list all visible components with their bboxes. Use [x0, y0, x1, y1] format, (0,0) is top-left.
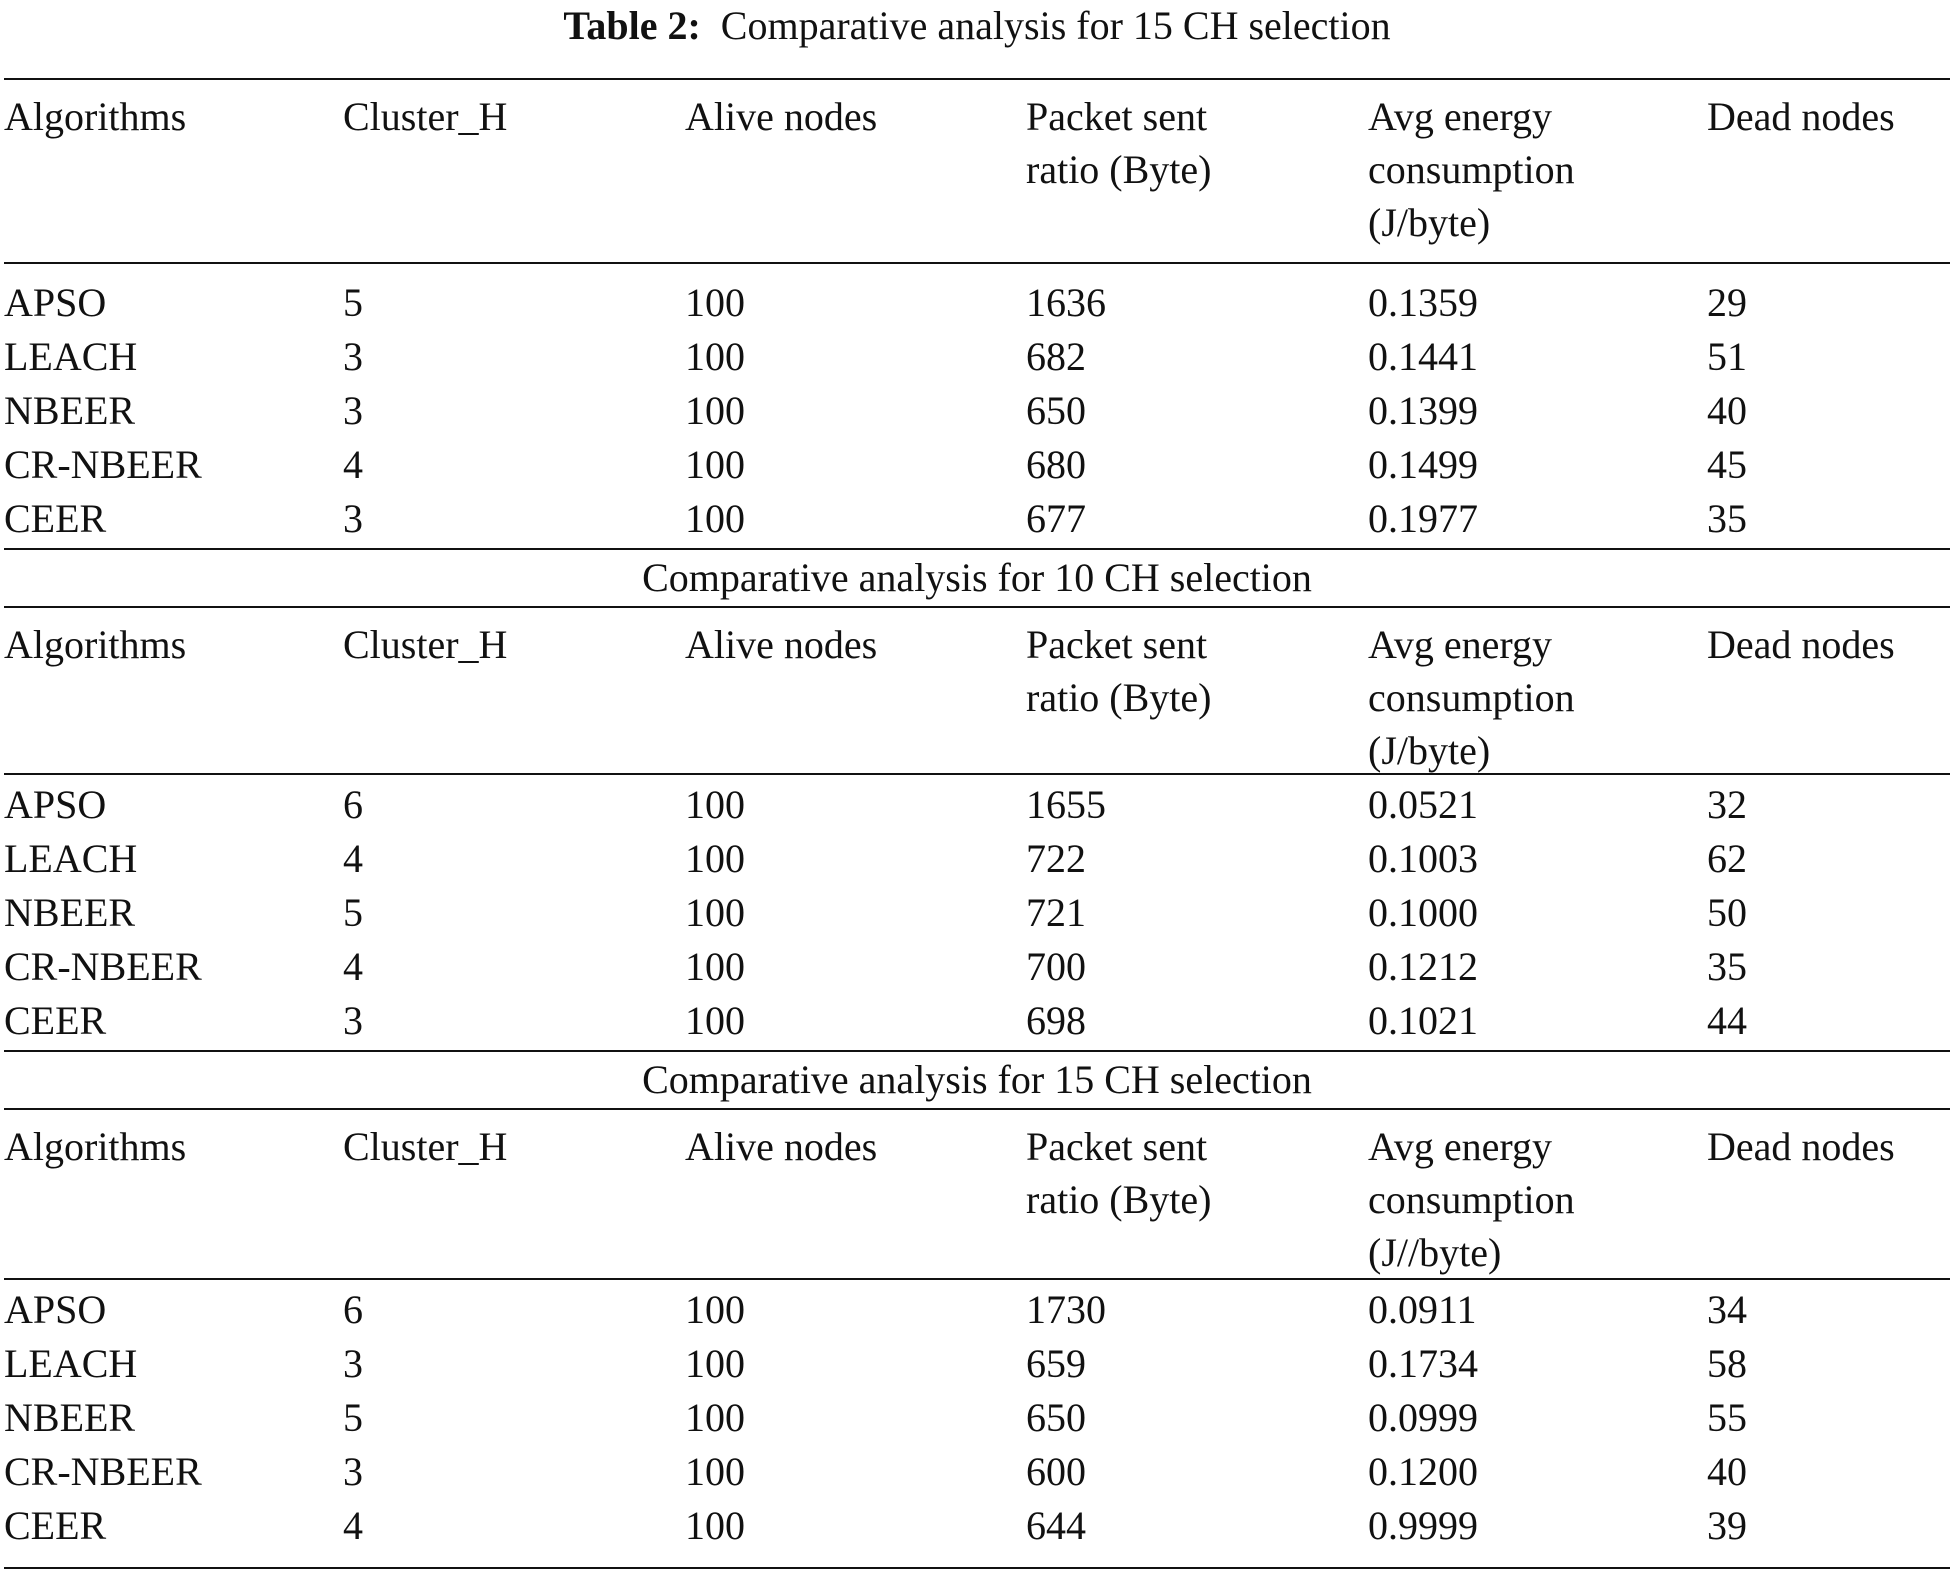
- table-cell-packet-sent-ratio: 650: [1026, 1395, 1086, 1440]
- table-cell-dead-nodes: 50: [1707, 890, 1747, 935]
- section-title-15ch-b: Comparative analysis for 15 CH selection: [642, 1057, 1312, 1102]
- table-cell-packet-sent-ratio: 700: [1026, 944, 1086, 989]
- table-cell-cluster-h: 4: [343, 1503, 363, 1548]
- table-cell-avg-energy-consumption: 0.0911: [1368, 1287, 1477, 1332]
- column-header-cluster-h: Cluster_H: [343, 1124, 508, 1169]
- table-row: [4, 276, 1950, 330]
- table-cell-cluster-h: 5: [343, 280, 363, 325]
- table-cell-packet-sent-ratio: 722: [1026, 836, 1086, 881]
- table-cell-dead-nodes: 45: [1707, 442, 1747, 487]
- table-cell-cluster-h: 5: [343, 890, 363, 935]
- column-header-packet-sent-ratio: Packet sent ratio (Byte): [1026, 1124, 1212, 1222]
- table-row: [4, 1499, 1950, 1553]
- column-header-dead-nodes: Dead nodes: [1707, 94, 1895, 139]
- table-cell-alive-nodes: 100: [685, 890, 745, 935]
- table-cell-avg-energy-consumption: 0.1000: [1368, 890, 1478, 935]
- table-cell-dead-nodes: 35: [1707, 496, 1747, 541]
- table-cell-alive-nodes: 100: [685, 1449, 745, 1494]
- table-row: [4, 994, 1950, 1048]
- table-cell-algorithms: LEACH: [4, 334, 138, 379]
- table-cell-dead-nodes: 55: [1707, 1395, 1747, 1440]
- table-row: [4, 330, 1950, 384]
- table-cell-alive-nodes: 100: [685, 388, 745, 433]
- bottom-rule: [4, 1567, 1950, 1569]
- table-row: [4, 886, 1950, 940]
- table-cell-dead-nodes: 29: [1707, 280, 1747, 325]
- column-header-algorithms: Algorithms: [4, 1124, 187, 1169]
- comparison-table: [4, 78, 1950, 1569]
- table-cell-avg-energy-consumption: 0.1441: [1368, 334, 1478, 379]
- header-row-10ch: [4, 608, 1950, 773]
- section-title-10ch: Comparative analysis for 10 CH selection: [642, 555, 1312, 600]
- table-cell-alive-nodes: 100: [685, 334, 745, 379]
- table-cell-packet-sent-ratio: 1655: [1026, 782, 1106, 827]
- table-cell-cluster-h: 5: [343, 1395, 363, 1440]
- table-row: [4, 492, 1950, 546]
- table-cell-algorithms: CEER: [4, 998, 107, 1043]
- table-cell-packet-sent-ratio: 698: [1026, 998, 1086, 1043]
- column-header-avg-energy-consumption: Avg energy consumption (J/byte): [1368, 94, 1575, 245]
- table-cell-algorithms: CEER: [4, 496, 107, 541]
- table-row: [4, 1337, 1950, 1391]
- table-cell-packet-sent-ratio: 677: [1026, 496, 1086, 541]
- table-cell-algorithms: LEACH: [4, 836, 138, 881]
- table-row: [4, 832, 1950, 886]
- table-cell-cluster-h: 6: [343, 782, 363, 827]
- table-cell-cluster-h: 3: [343, 334, 363, 379]
- body-10ch: [4, 775, 1950, 1050]
- table-cell-avg-energy-consumption: 0.0521: [1368, 782, 1478, 827]
- table-caption-label: Table 2:: [563, 3, 701, 48]
- header-row-15ch-a: [4, 80, 1950, 262]
- table-cell-avg-energy-consumption: 0.1499: [1368, 442, 1478, 487]
- table-cell-avg-energy-consumption: 0.1212: [1368, 944, 1478, 989]
- table-cell-avg-energy-consumption: 0.1200: [1368, 1449, 1478, 1494]
- table-cell-dead-nodes: 40: [1707, 388, 1747, 433]
- table-row: [4, 438, 1950, 492]
- column-header-packet-sent-ratio: Packet sent ratio (Byte): [1026, 94, 1212, 192]
- table-row: [4, 778, 1950, 832]
- table-cell-dead-nodes: 32: [1707, 782, 1747, 827]
- table-cell-packet-sent-ratio: 1636: [1026, 280, 1106, 325]
- table-cell-cluster-h: 3: [343, 388, 363, 433]
- table-cell-avg-energy-consumption: 0.1359: [1368, 280, 1478, 325]
- table-cell-alive-nodes: 100: [685, 836, 745, 881]
- table-row: [4, 940, 1950, 994]
- table-cell-avg-energy-consumption: 0.1977: [1368, 496, 1478, 541]
- column-header-alive-nodes: Alive nodes: [685, 622, 878, 667]
- table-cell-avg-energy-consumption: 0.1003: [1368, 836, 1478, 881]
- table-cell-alive-nodes: 100: [685, 496, 745, 541]
- table-cell-alive-nodes: 100: [685, 944, 745, 989]
- table-cell-alive-nodes: 100: [685, 1287, 745, 1332]
- table-cell-algorithms: APSO: [4, 1287, 107, 1332]
- table-cell-algorithms: CR-NBEER: [4, 944, 202, 989]
- column-header-algorithms: Algorithms: [4, 622, 187, 667]
- table-cell-alive-nodes: 100: [685, 782, 745, 827]
- body-15ch-a: [4, 264, 1950, 548]
- table-cell-cluster-h: 3: [343, 496, 363, 541]
- table-row: [4, 384, 1950, 438]
- table-cell-cluster-h: 3: [343, 1449, 363, 1494]
- table-cell-packet-sent-ratio: 721: [1026, 890, 1086, 935]
- table-cell-dead-nodes: 40: [1707, 1449, 1747, 1494]
- table-cell-packet-sent-ratio: 680: [1026, 442, 1086, 487]
- table-cell-dead-nodes: 58: [1707, 1341, 1747, 1386]
- table-cell-algorithms: APSO: [4, 280, 107, 325]
- table-cell-dead-nodes: 44: [1707, 998, 1747, 1043]
- column-header-algorithms: Algorithms: [4, 94, 187, 139]
- table-cell-algorithms: NBEER: [4, 890, 136, 935]
- header-row-15ch-b: [4, 1110, 1950, 1278]
- table-cell-packet-sent-ratio: 644: [1026, 1503, 1086, 1548]
- table-cell-dead-nodes: 35: [1707, 944, 1747, 989]
- table-cell-cluster-h: 3: [343, 998, 363, 1043]
- table-cell-dead-nodes: 39: [1707, 1503, 1747, 1548]
- table-cell-cluster-h: 3: [343, 1341, 363, 1386]
- table-cell-algorithms: NBEER: [4, 1395, 136, 1440]
- table-cell-alive-nodes: 100: [685, 280, 745, 325]
- column-header-alive-nodes: Alive nodes: [685, 1124, 878, 1169]
- table-caption-text: Comparative analysis for 15 CH selection: [720, 3, 1391, 48]
- table-cell-packet-sent-ratio: 659: [1026, 1341, 1086, 1386]
- body-15ch-b: [4, 1280, 1950, 1567]
- table-caption: [0, 0, 1954, 52]
- table-cell-algorithms: CEER: [4, 1503, 107, 1548]
- column-header-dead-nodes: Dead nodes: [1707, 622, 1895, 667]
- column-header-packet-sent-ratio: Packet sent ratio (Byte): [1026, 622, 1212, 720]
- table-cell-algorithms: NBEER: [4, 388, 136, 433]
- table-cell-avg-energy-consumption: 0.0999: [1368, 1395, 1478, 1440]
- table-row: [4, 1391, 1950, 1445]
- table-row: [4, 1445, 1950, 1499]
- table-cell-avg-energy-consumption: 0.1021: [1368, 998, 1478, 1043]
- table-cell-packet-sent-ratio: 1730: [1026, 1287, 1106, 1332]
- table-cell-cluster-h: 4: [343, 442, 363, 487]
- column-header-cluster-h: Cluster_H: [343, 94, 508, 139]
- table-cell-packet-sent-ratio: 600: [1026, 1449, 1086, 1494]
- column-header-avg-energy-consumption: Avg energy consumption (J/byte): [1368, 622, 1575, 773]
- column-header-avg-energy-consumption: Avg energy consumption (J//byte): [1368, 1124, 1575, 1275]
- table-cell-cluster-h: 4: [343, 836, 363, 881]
- table-cell-algorithms: APSO: [4, 782, 107, 827]
- table-cell-algorithms: CR-NBEER: [4, 442, 202, 487]
- table-cell-alive-nodes: 100: [685, 1395, 745, 1440]
- column-header-alive-nodes: Alive nodes: [685, 94, 878, 139]
- table-cell-dead-nodes: 51: [1707, 334, 1747, 379]
- table-cell-packet-sent-ratio: 682: [1026, 334, 1086, 379]
- table-cell-avg-energy-consumption: 0.1399: [1368, 388, 1478, 433]
- table-cell-packet-sent-ratio: 650: [1026, 388, 1086, 433]
- table-cell-avg-energy-consumption: 0.1734: [1368, 1341, 1478, 1386]
- table-cell-alive-nodes: 100: [685, 1341, 745, 1386]
- column-header-cluster-h: Cluster_H: [343, 622, 508, 667]
- table-cell-alive-nodes: 100: [685, 998, 745, 1043]
- table-cell-avg-energy-consumption: 0.9999: [1368, 1503, 1478, 1548]
- table-cell-cluster-h: 4: [343, 944, 363, 989]
- table-cell-dead-nodes: 62: [1707, 836, 1747, 881]
- table-cell-dead-nodes: 34: [1707, 1287, 1747, 1332]
- table-row: [4, 1283, 1950, 1337]
- table-cell-cluster-h: 6: [343, 1287, 363, 1332]
- column-header-dead-nodes: Dead nodes: [1707, 1124, 1895, 1169]
- table-cell-algorithms: LEACH: [4, 1341, 138, 1386]
- table-cell-algorithms: CR-NBEER: [4, 1449, 202, 1494]
- table-cell-alive-nodes: 100: [685, 442, 745, 487]
- table-cell-alive-nodes: 100: [685, 1503, 745, 1548]
